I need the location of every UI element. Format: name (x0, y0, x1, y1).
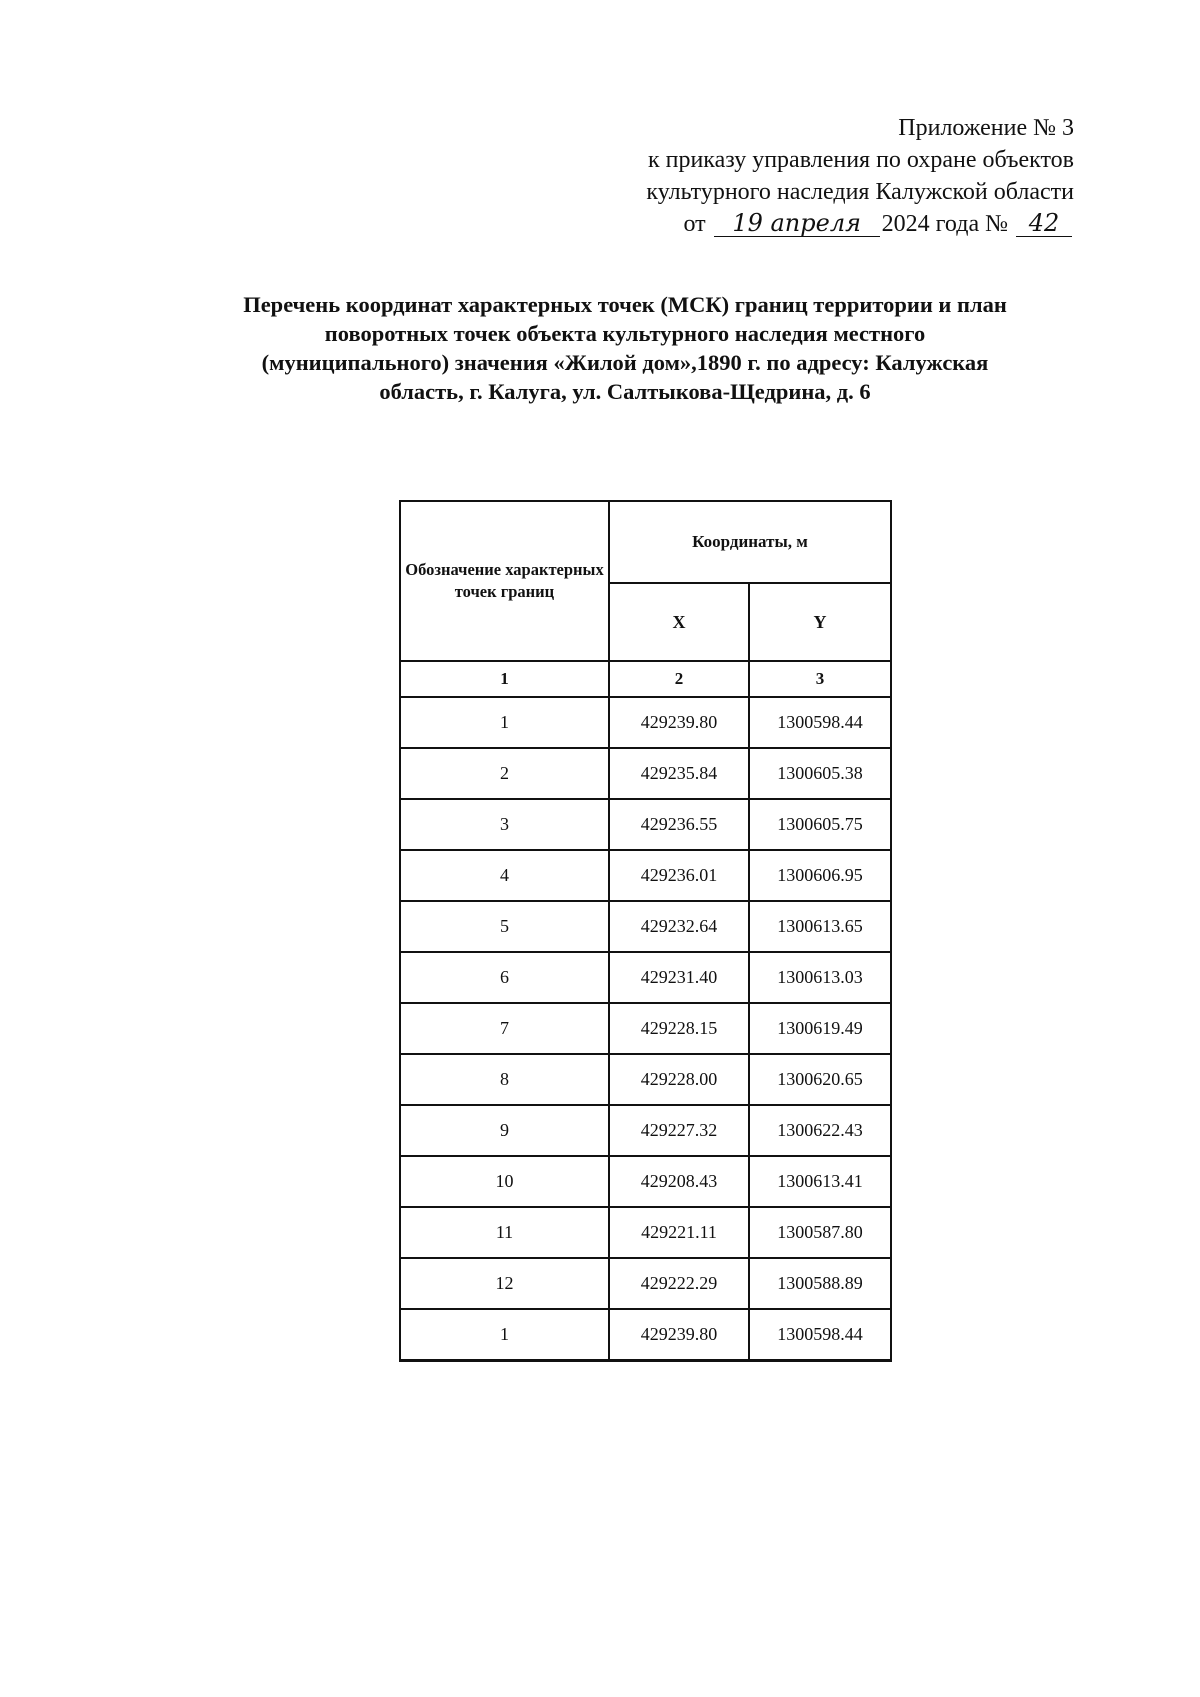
date-prefix: от (683, 211, 706, 237)
x-coordinate: 429221.11 (609, 1207, 749, 1258)
column-number-row (400, 661, 891, 697)
x-coordinate: 429236.01 (609, 850, 749, 901)
point-id: 8 (400, 1054, 609, 1105)
table-row (400, 1003, 891, 1054)
header-y: Y (749, 583, 891, 661)
title-line: (муниципального) значения «Жилой дом»,1890 г. по адресу: Калужская (261, 350, 989, 375)
column-number: 1 (400, 661, 609, 697)
y-coordinate: 1300598.44 (749, 1309, 891, 1361)
y-coordinate: 1300605.75 (749, 799, 891, 850)
y-coordinate: 1300606.95 (749, 850, 891, 901)
date-suffix: 2024 года № (881, 211, 1008, 237)
y-coordinate: 1300620.65 (749, 1054, 891, 1105)
header-x: X (609, 583, 749, 661)
table-row (400, 1309, 891, 1361)
header-designation: Обозначение характерных точек границ (400, 501, 609, 661)
table-row (400, 799, 891, 850)
appendix-header (646, 112, 1074, 240)
y-coordinate: 1300598.44 (749, 697, 891, 748)
table-row (400, 1258, 891, 1309)
table-row (400, 1207, 891, 1258)
x-coordinate: 429228.00 (609, 1054, 749, 1105)
x-coordinate: 429228.15 (609, 1003, 749, 1054)
point-id: 12 (400, 1258, 609, 1309)
y-coordinate: 1300613.41 (749, 1156, 891, 1207)
title-line: поворотных точек объекта культурного наследия местного (324, 321, 926, 346)
table-row (400, 697, 891, 748)
point-id: 9 (400, 1105, 609, 1156)
y-coordinate: 1300588.89 (749, 1258, 891, 1309)
appendix-date-line (646, 208, 1074, 240)
point-id: 1 (400, 697, 609, 748)
handwritten-order-number: 42 (1016, 210, 1072, 237)
point-id: 10 (400, 1156, 609, 1207)
point-id: 1 (400, 1309, 609, 1361)
title-line: Перечень координат характерных точек (МСК) границ территории и план (243, 292, 1007, 317)
x-coordinate: 429239.80 (609, 1309, 749, 1361)
table-row (400, 1054, 891, 1105)
appendix-order-reference: к приказу управления по охране объектов (647, 147, 1074, 173)
point-id: 7 (400, 1003, 609, 1054)
header-coordinates: Координаты, м (609, 501, 891, 583)
y-coordinate: 1300587.80 (749, 1207, 891, 1258)
handwritten-date: 19 апреля (714, 210, 880, 237)
x-coordinate: 429232.64 (609, 901, 749, 952)
x-coordinate: 429239.80 (609, 697, 749, 748)
table-row (400, 1156, 891, 1207)
y-coordinate: 1300619.49 (749, 1003, 891, 1054)
point-id: 5 (400, 901, 609, 952)
x-coordinate: 429236.55 (609, 799, 749, 850)
y-coordinate: 1300613.03 (749, 952, 891, 1003)
appendix-number: Приложение № 3 (898, 115, 1074, 141)
table-row (400, 850, 891, 901)
x-coordinate: 429231.40 (609, 952, 749, 1003)
title-line: область, г. Калуга, ул. Салтыкова-Щедрина, д. 6 (379, 379, 871, 404)
y-coordinate: 1300613.65 (749, 901, 891, 952)
document-title (150, 290, 1100, 406)
table-row (400, 748, 891, 799)
appendix-authority: культурного наследия Калужской области (646, 179, 1074, 205)
point-id: 11 (400, 1207, 609, 1258)
column-number: 3 (749, 661, 891, 697)
table-row (400, 952, 891, 1003)
x-coordinate: 429235.84 (609, 748, 749, 799)
column-number: 2 (609, 661, 749, 697)
x-coordinate: 429208.43 (609, 1156, 749, 1207)
point-id: 4 (400, 850, 609, 901)
point-id: 6 (400, 952, 609, 1003)
y-coordinate: 1300622.43 (749, 1105, 891, 1156)
x-coordinate: 429222.29 (609, 1258, 749, 1309)
coordinates-table (399, 500, 892, 1362)
table-row (400, 1105, 891, 1156)
point-id: 3 (400, 799, 609, 850)
point-id: 2 (400, 748, 609, 799)
x-coordinate: 429227.32 (609, 1105, 749, 1156)
table-row (400, 901, 891, 952)
y-coordinate: 1300605.38 (749, 748, 891, 799)
